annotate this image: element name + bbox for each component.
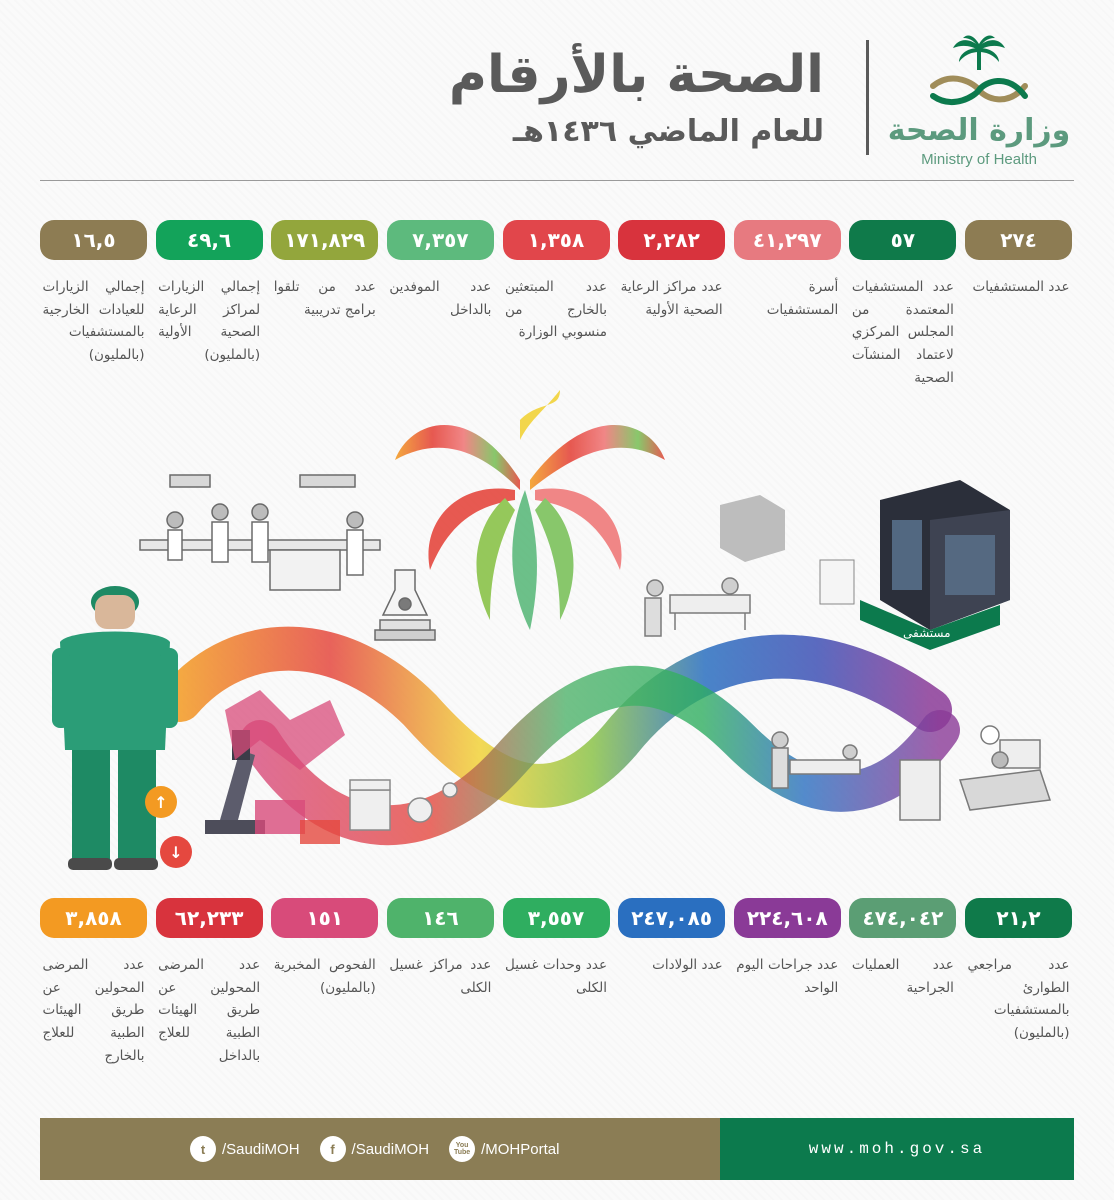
stat-item: [40, 220, 147, 389]
stat-value-badge: ١٥١: [271, 898, 378, 938]
footer-website-bar: [720, 1118, 1074, 1180]
stat-item: [387, 220, 494, 389]
stat-label: إجمالي الزيارات للعيادات الخارجية بالمستشفيات (بالمليون): [42, 279, 145, 364]
top-stats-row: [40, 220, 1072, 389]
bottom-stats-row: [40, 898, 1072, 1067]
stat-item: [734, 220, 841, 389]
stat-label: عدد مراكز غسيل الكلى: [389, 957, 492, 996]
stat-item: [618, 898, 725, 1067]
stat-value-badge: ٢١,٢: [965, 898, 1072, 938]
stat-item: [965, 220, 1072, 389]
stat-label: عدد مراجعي الطوارئ بالمستشفيات (بالمليون): [967, 957, 1070, 1042]
twitter-handle: /SaudiMOH: [222, 1140, 300, 1158]
stat-value-badge: ١٦,٥: [40, 220, 147, 260]
website-link[interactable]: www.moh.gov.sa: [808, 1140, 986, 1158]
stat-item: [849, 898, 956, 1067]
stat-value-badge: ٤٧٤,٠٤٢: [849, 898, 956, 938]
stat-label: عدد مراكز الرعاية الصحية الأولية: [620, 279, 723, 318]
facebook-icon: f: [320, 1136, 346, 1162]
stat-label: عدد المرضى المحولين عن طريق الهيئات الطبية للعلاج بالخارج: [42, 957, 145, 1064]
facebook-link[interactable]: [320, 1136, 430, 1162]
stat-item: [618, 220, 725, 389]
stat-item: [40, 898, 147, 1067]
twitter-icon: t: [190, 1136, 216, 1162]
stat-value-badge: ٥٧: [849, 220, 956, 260]
youtube-link[interactable]: [449, 1136, 559, 1162]
footer-social-bar: [40, 1118, 720, 1180]
stat-label: عدد وحدات غسيل الكلى: [505, 957, 607, 996]
page-title: الصحة بالأرقام: [448, 45, 824, 105]
stat-value-badge: ٢٢٤,٦٠٨: [734, 898, 841, 938]
stat-label: عدد الولادات: [652, 957, 723, 973]
stat-item: [271, 898, 378, 1067]
stat-label: عدد جراحات اليوم الواحد: [736, 957, 839, 996]
logo-english-text: Ministry of Health: [921, 151, 1037, 168]
palm-swords-logo-icon: [919, 34, 1039, 114]
ministry-logo: [884, 34, 1074, 184]
upload-icon[interactable]: ↑: [145, 786, 177, 818]
patient-bed-icon: [645, 578, 750, 636]
stat-value-badge: ٤١,٢٩٧: [734, 220, 841, 260]
surgeon-icon: [52, 586, 178, 870]
laboratory-scene-icon: [140, 475, 380, 590]
palm-tree-icon: [395, 390, 665, 630]
hospital-building-icon: [720, 480, 1010, 650]
central-illustration: [0, 380, 1114, 890]
stat-value-badge: ١,٣٥٨: [503, 220, 610, 260]
stat-label: عدد من تلقوا برامج تدريبية: [273, 279, 376, 318]
stat-value-badge: ٢٤٧,٠٨٥: [618, 898, 725, 938]
logo-arabic-text: وزارة الصحة: [887, 113, 1071, 148]
youtube-icon: You Tube: [449, 1136, 475, 1162]
stat-item: [156, 898, 263, 1067]
stat-item: [271, 220, 378, 389]
hospital-sign: مستشفى: [903, 626, 951, 640]
download-icon[interactable]: ↓: [160, 836, 192, 868]
stat-value-badge: ٧,٣٥٧: [387, 220, 494, 260]
stat-item: [387, 898, 494, 1067]
stat-value-badge: ٣,٥٥٧: [503, 898, 610, 938]
title-block: [449, 46, 824, 149]
stat-label: عدد المستشفيات المعتمدة من المجلس المركزي لاعتماد المنشآت الصحية: [851, 279, 954, 386]
header-rule: [40, 180, 1074, 181]
stat-value-badge: ٦٢,٢٣٣: [156, 898, 263, 938]
facebook-handle: /SaudiMOH: [351, 1140, 430, 1158]
stat-label: إجمالي الزيارات لمراكز الرعاية الصحية الأولية (بالمليون): [158, 279, 261, 364]
stat-label: الفحوص المخبرية (بالمليون): [273, 957, 376, 996]
stat-item: [849, 220, 956, 389]
header-divider: [866, 40, 869, 155]
header: [40, 20, 1074, 180]
stat-value-badge: ٢,٢٨٢: [618, 220, 725, 260]
stat-label: عدد المستشفيات: [972, 279, 1070, 295]
stat-label: عدد المبتعثين بالخارج من منسوبي الوزارة: [505, 279, 607, 341]
stat-value-badge: ١٧١,٨٢٩: [271, 220, 378, 260]
stat-label: عدد المرضى المحولين عن طريق الهيئات الطبية للعلاج بالداخل: [158, 957, 261, 1064]
stat-value-badge: ٤٩,٦: [156, 220, 263, 260]
stat-label: عدد الموفدين بالداخل: [389, 279, 492, 318]
flask-books-icon: [375, 570, 435, 640]
stat-value-badge: ٢٧٤: [965, 220, 1072, 260]
stat-item: [156, 220, 263, 389]
footer: [40, 1118, 1074, 1180]
stat-item: [503, 220, 610, 389]
page-subtitle: للعام الماضي ١٤٣٦هـ: [512, 113, 824, 149]
stat-item: [503, 898, 610, 1067]
youtube-handle: /MOHPortal: [481, 1140, 560, 1158]
stat-item: [734, 898, 841, 1067]
stat-value-badge: ٣,٨٥٨: [40, 898, 147, 938]
stat-value-badge: ١٤٦: [387, 898, 494, 938]
stat-item: [965, 898, 1072, 1067]
twitter-link[interactable]: [190, 1136, 300, 1162]
stat-label: أسرة المستشفيات: [766, 279, 839, 318]
stat-label: عدد العمليات الجراحية: [851, 957, 954, 996]
